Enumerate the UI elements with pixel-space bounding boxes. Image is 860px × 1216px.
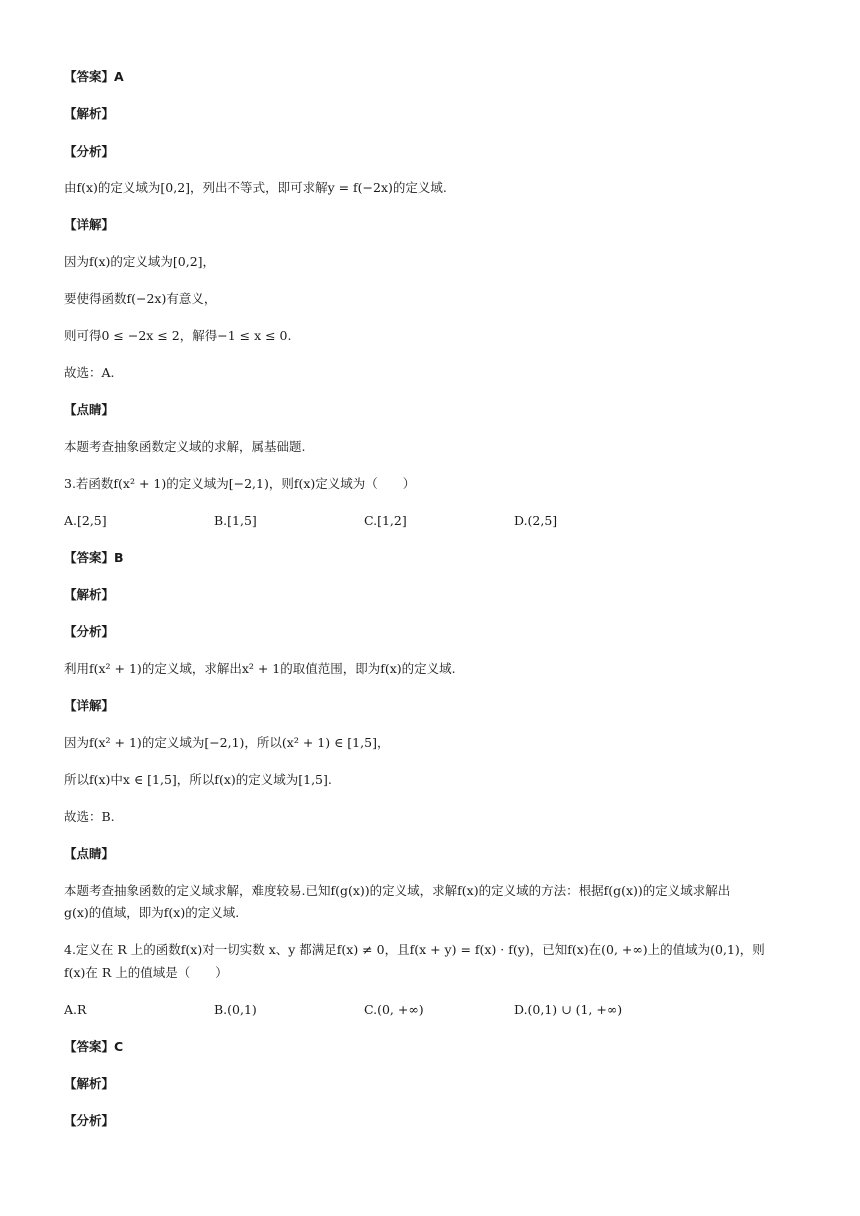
text-line: 要使得函数f(−2x)有意义， bbox=[64, 291, 217, 306]
section-label: 【答案】A bbox=[64, 69, 124, 84]
section-label: 【解析】 bbox=[64, 1076, 115, 1091]
section-label: 【分析】 bbox=[64, 624, 115, 639]
text-line: g(x)的值域，即为f(x)的定义域. bbox=[64, 905, 240, 920]
section-label: 【详解】 bbox=[64, 217, 115, 232]
section-label: 【解析】 bbox=[64, 587, 115, 602]
option-b: B.(0,1) bbox=[214, 1002, 257, 1017]
option-b: B.[1,5] bbox=[214, 513, 257, 528]
text-line: 故选：B. bbox=[64, 809, 115, 824]
text-line: 3.若函数f(x² + 1)的定义域为[−2,1)，则f(x)定义域为（ ） bbox=[64, 476, 416, 491]
text-line: f(x)在 R 上的值域是（ ） bbox=[64, 965, 228, 980]
text-line: 故选：A. bbox=[64, 365, 115, 380]
text-line: 则可得0 ≤ −2x ≤ 2，解得−1 ≤ x ≤ 0. bbox=[64, 328, 292, 343]
section-label: 【答案】B bbox=[64, 550, 124, 565]
text-line: 所以f(x)中x ∈ [1,5]，所以f(x)的定义域为[1,5]. bbox=[64, 772, 332, 787]
section-label: 【详解】 bbox=[64, 698, 115, 713]
option-a: A.[2,5] bbox=[64, 513, 107, 528]
option-a: A.R bbox=[64, 1002, 87, 1017]
section-label: 【分析】 bbox=[64, 1113, 115, 1128]
text-line: 因为f(x)的定义域为[0,2]， bbox=[64, 254, 216, 269]
text-line: 因为f(x² + 1)的定义域为[−2,1)，所以(x² + 1) ∈ [1,5]， bbox=[64, 735, 390, 750]
option-d: D.(2,5] bbox=[514, 513, 558, 528]
text-line: 本题考查抽象函数定义域的求解，属基础题. bbox=[64, 439, 306, 454]
section-label: 【答案】C bbox=[64, 1039, 124, 1054]
text-line: 利用f(x² + 1)的定义域，求解出x² + 1的取值范围，即为f(x)的定义域. bbox=[64, 661, 456, 676]
section-label: 【点睛】 bbox=[64, 402, 115, 417]
text-line: 4.定义在 R 上的函数f(x)对一切实数 x、y 都满足f(x) ≠ 0，且f(x + y) = f(x) · f(y)，已知f(x)在(0, +∞)上的值域为(0,1)，则 bbox=[64, 942, 765, 957]
option-c: C.[1,2] bbox=[364, 513, 407, 528]
option-d: D.(0,1) ∪ (1, +∞) bbox=[514, 1002, 623, 1017]
text-line: 由f(x)的定义域为[0,2]，列出不等式，即可求解y = f(−2x)的定义域. bbox=[64, 180, 447, 195]
text-line: 本题考查抽象函数的定义域求解，难度较易.已知f(g(x))的定义域，求解f(x)的定义域的方法：根据f(g(x))的定义域求解出 bbox=[64, 883, 731, 898]
section-label: 【点睛】 bbox=[64, 846, 115, 861]
section-label: 【分析】 bbox=[64, 144, 115, 159]
section-label: 【解析】 bbox=[64, 106, 115, 121]
option-c: C.(0, +∞) bbox=[364, 1002, 424, 1017]
